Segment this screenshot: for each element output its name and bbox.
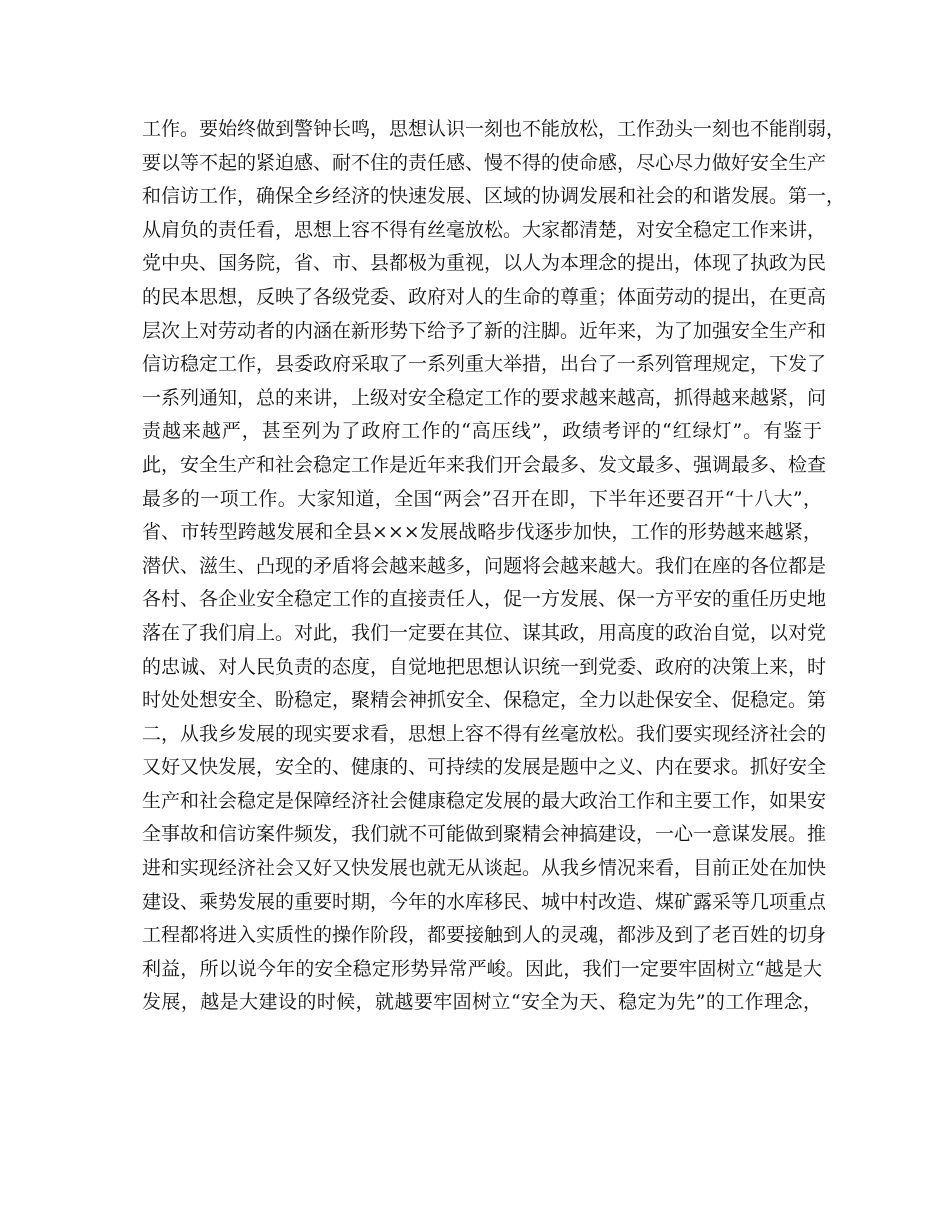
text-line: 从肩负的责任看，思想上容不得有丝毫放松。大家都清楚，对安全稳定工作来讲， <box>142 218 827 241</box>
text-line: 要以等不起的紧迫感、耐不住的责任感、慢不得的使命感，尽心尽力做好安全生产 <box>142 151 827 174</box>
text-line: 省、市转型跨越发展和全县×××发展战略步伐逐步加快，工作的形势越来越紧， <box>142 521 822 544</box>
text-line: 层次上对劳动者的内涵在新形势下给予了新的注脚。近年来，为了加强安全生产和 <box>142 319 827 342</box>
text-line: 党中央、国务院，省、市、县都极为重视，以人为本理念的提出，体现了执政为民 <box>142 252 827 275</box>
text-line: 责越来越严，甚至列为了政府工作的“高压线”，政绩考评的“红绿灯”。有鉴于 <box>142 420 822 443</box>
text-line: 生产和社会稳定是保障经济社会健康稳定发展的最大政治工作和主要工作，如果安 <box>142 789 827 812</box>
text-line: 发展，越是大建设的时候，就越要牢固树立“安全为天、稳定为先”的工作理念， <box>142 991 822 1014</box>
text-line: 二，从我乡发展的现实要求看，思想上容不得有丝毫放松。我们要实现经济社会的 <box>142 722 827 745</box>
text-line: 时处处想安全、盼稳定，聚精会神抓安全、保稳定，全力以赴保安全、促稳定。第 <box>142 689 827 712</box>
text-line: 一系列通知，总的来讲，上级对安全稳定工作的要求越来越高，抓得越来越紧，问 <box>142 386 827 409</box>
text-line: 此，安全生产和社会稳定工作是近年来我们开会最多、发文最多、强调最多、检查 <box>142 453 827 476</box>
body-text <box>142 113 846 1020</box>
text-line: 落在了我们肩上。对此，我们一定要在其位、谋其政，用高度的政治自觉，以对党 <box>142 621 827 644</box>
text-line: 潜伏、滋生、凸现的矛盾将会越来越多，问题将会越来越大。我们在座的各位都是 <box>142 554 827 577</box>
text-line: 信访稳定工作，县委政府采取了一系列重大举措，出台了一系列管理规定，下发了 <box>142 353 827 376</box>
text-line: 建设、乘势发展的重要时期，今年的水库移民、城中村改造、煤矿露采等几项重点 <box>142 890 827 913</box>
text-line: 利益，所以说今年的安全稳定形势异常严峻。因此，我们一定要牢固树立“越是大 <box>142 957 822 980</box>
text-line: 的民本思想，反映了各级党委、政府对人的生命的尊重；体面劳动的提出，在更高 <box>142 285 827 308</box>
text-line: 和信访工作，确保全乡经济的快速发展、区域的协调发展和社会的和谐发展。第一， <box>142 185 846 208</box>
text-line: 的忠诚、对人民负责的态度，自觉地把思想认识统一到党委、政府的决策上来，时 <box>142 655 827 678</box>
text-line: 工作。要始终做到警钟长鸣，思想认识一刻也不能放松，工作劲头一刻也不能削弱， <box>142 118 846 140</box>
text-line: 进和实现经济社会又好又快发展也就无从谈起。从我乡情况来看，目前正处在加快 <box>142 857 827 880</box>
text-line: 又好又快发展，安全的、健康的、可持续的发展是题中之义、内在要求。抓好安全 <box>142 756 827 779</box>
text-line: 全事故和信访案件频发，我们就不可能做到聚精会神搞建设，一心一意谋发展。推 <box>142 823 827 846</box>
text-line: 最多的一项工作。大家知道，全国“两会”召开在即，下半年还要召开“十八大”， <box>142 487 822 510</box>
text-line: 工程都将进入实质性的操作阶段，都要接触到人的灵魂，都涉及到了老百姓的切身 <box>142 924 827 947</box>
text-line: 各村、各企业安全稳定工作的直接责任人，促一方发展、保一方平安的重任历史地 <box>142 588 827 611</box>
